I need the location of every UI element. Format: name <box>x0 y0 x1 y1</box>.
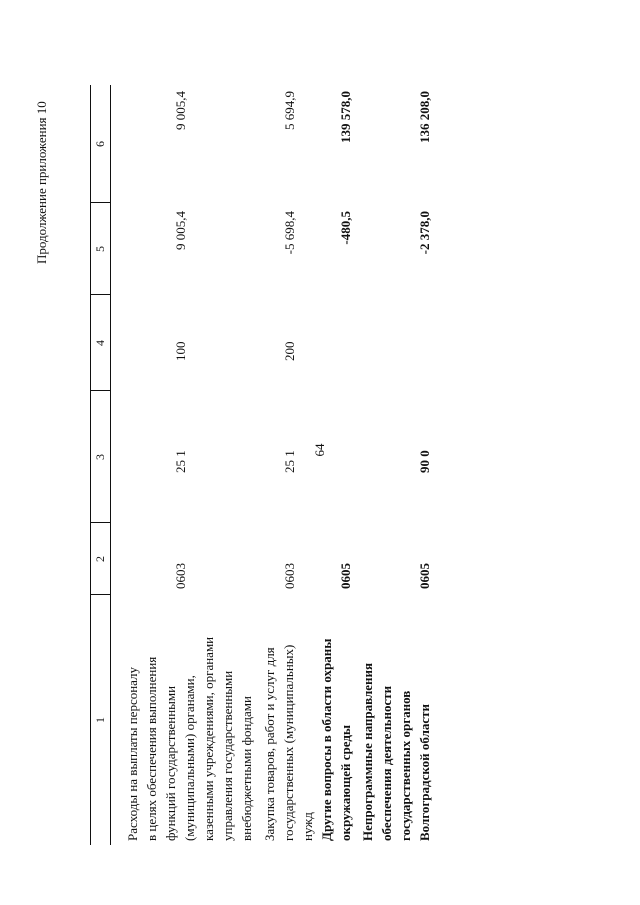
table-row-4-col3: 90 0 <box>417 450 432 473</box>
table-row-3-col2: 0605 <box>338 563 353 589</box>
table-row-3-col6: 139 578,0 <box>338 91 353 143</box>
table-row-2-col4: 200 <box>282 341 297 361</box>
table-row-1-col6: 9 005,4 <box>173 91 188 130</box>
table-row-4-name: Непрограммные направления обеспечения деятельности государственных органов Волгоградской области <box>360 662 432 841</box>
table-row-2-col3: 25 1 <box>282 450 297 473</box>
table-row-3-col5: -480,5 <box>338 211 353 245</box>
table-row-1-col2: 0603 <box>173 563 188 589</box>
table-row-4-col2: 0605 <box>417 563 432 589</box>
table-row-4-col6: 136 208,0 <box>417 91 432 143</box>
page-number: 64 <box>312 443 327 457</box>
table-row-2-name: Закупка товаров, работ и услуг для государственных (муниципальных) нужд <box>262 644 315 841</box>
table-header-bottom-border <box>110 85 111 845</box>
table-row-4-col5: -2 378,0 <box>417 211 432 255</box>
table-row-2-col5: -5 698,4 <box>282 211 297 255</box>
header-col-3: 3 <box>93 454 107 460</box>
header-col-6: 6 <box>93 141 107 147</box>
header-col-5: 5 <box>93 246 107 252</box>
table-row-1-col3: 25 1 <box>173 450 188 473</box>
table-row-2-col6: 5 694,9 <box>282 91 297 130</box>
header-col-2: 2 <box>93 556 107 562</box>
budget-table <box>90 85 440 845</box>
table-row-1-col5: 9 005,4 <box>173 211 188 250</box>
continuation-label: Продолжение приложения 10 <box>34 101 49 264</box>
table-row-1-col4: 100 <box>173 341 188 361</box>
table-row-3-name: Другие вопросы в области охраны окружающей среды <box>319 638 353 841</box>
header-col-1: 1 <box>93 717 107 723</box>
table-row-1-name: Расходы на выплаты персоналу в целях обеспечения выполнения функций государственными (муниципальными) органами, казенными учреждениями, органами управления государственными внебюджетными фондами <box>125 636 254 841</box>
header-col-4: 4 <box>93 340 107 346</box>
table-row-2-col2: 0603 <box>282 563 297 589</box>
